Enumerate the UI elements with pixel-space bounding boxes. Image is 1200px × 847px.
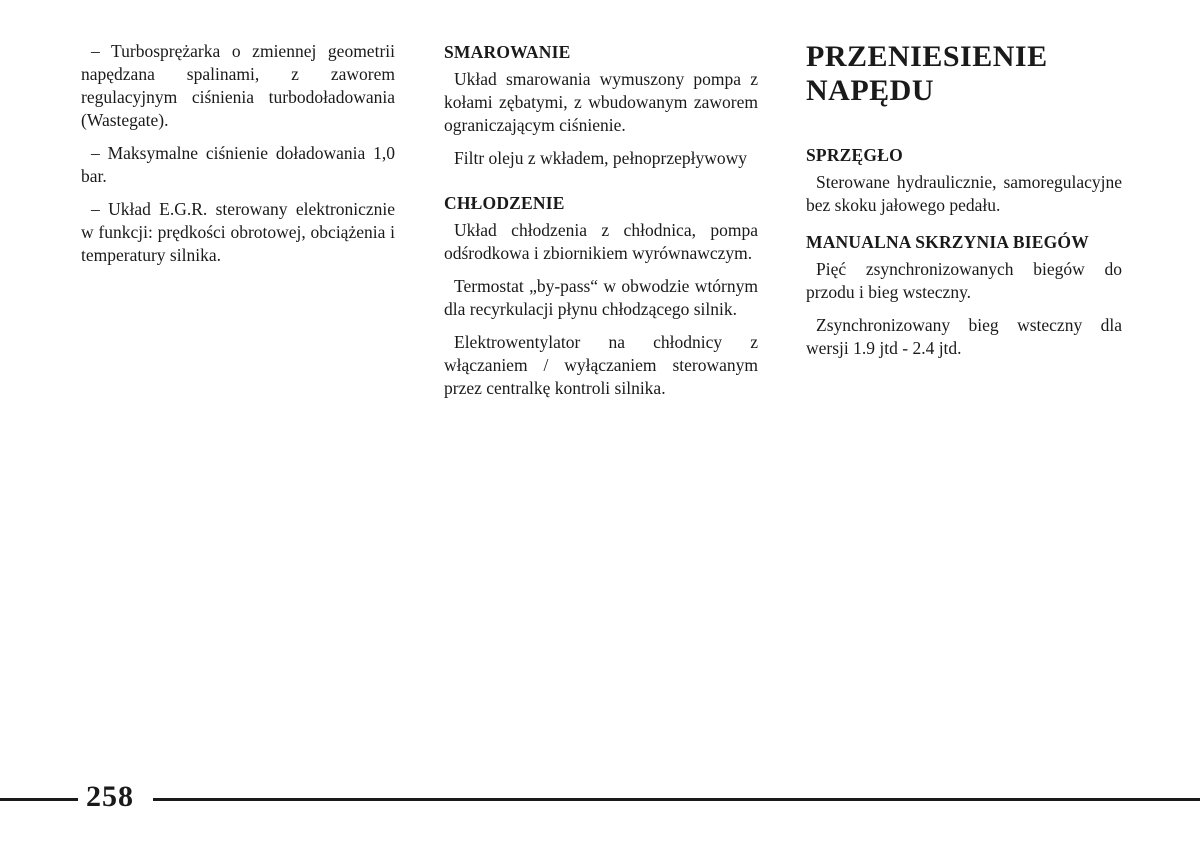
boost-pressure-paragraph: – Maksymalne ciśnienie doładowania 1,0 bar. [81, 143, 395, 186]
lubrication-paragraph: Układ smarowania wymuszony pompa z kołami zębatymi, z wbudowanym zaworem ograniczającym ciśnienie. [444, 69, 758, 135]
clutch-paragraph: Sterowane hydraulicznie, samoregulacyjne bez skoku jałowego pedału. [806, 172, 1122, 215]
cooling-system-paragraph: Układ chłodzenia z chłodnica, pompa odśrodkowa i zbiornikiem wyrównawczym. [444, 220, 758, 263]
gearbox-heading: MANUALNA SKRZYNIA BIEGÓW [806, 232, 1089, 252]
gearbox-paragraph: Pięć zsynchronizowanych biegów do przodu i bieg wsteczny. [806, 259, 1122, 302]
section-title-line2: NAPĘDU [806, 74, 934, 107]
page-number: 258 [86, 780, 134, 813]
electric-fan-paragraph: Elektrowentylator na chłodnicy z włączaniem / wyłączaniem sterowanym przez centralkę kontroli silnika. [444, 332, 758, 398]
column-left [81, 40, 395, 277]
section-title [806, 40, 1122, 108]
thermostat-paragraph: Termostat „by-pass“ w obwodzie wtórnym dla recyrkulacji płynu chłodzącego silnik. [444, 276, 758, 319]
cooling-heading: CHŁODZENIE [444, 193, 565, 213]
clutch-heading: SPRZĘGŁO [806, 145, 903, 165]
lubrication-heading: SMAROWANIE [444, 42, 571, 62]
oil-filter-paragraph: Filtr oleju z wkładem, pełnoprzepływowy [454, 148, 748, 168]
turbocharger-paragraph: – Turbosprężarka o zmiennej geometrii napędzana spalinami, z zaworem regulacyjnym ciśnienia turbodoładowania (Wastegate). [81, 41, 395, 130]
egr-paragraph: – Układ E.G.R. sterowany elektronicznie w funkcji: prędkości obrotowej, obciążenia i temperatury silnika. [81, 199, 395, 265]
column-right [806, 40, 1122, 370]
reverse-gear-paragraph: Zsynchronizowany bieg wsteczny dla wersji 1.9 jtd - 2.4 jtd. [806, 315, 1122, 358]
column-middle [444, 40, 758, 410]
footer-rule-right [153, 798, 1200, 801]
section-title-line1: PRZENIESIENIE [806, 40, 1048, 73]
footer-rule-left [0, 798, 78, 801]
